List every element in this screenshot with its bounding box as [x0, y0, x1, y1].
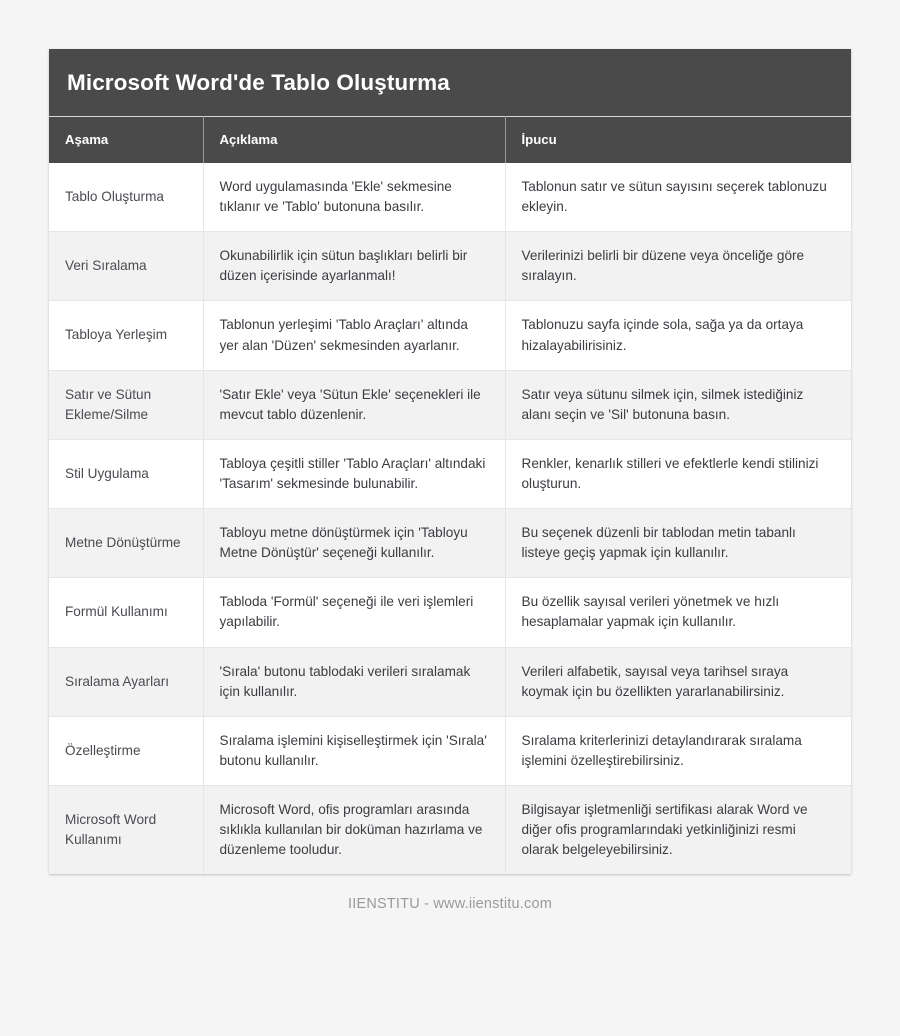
- cell-description: Tablonun yerleşimi 'Tablo Araçları' altında yer alan 'Düzen' sekmesinden ayarlanır.: [203, 301, 505, 370]
- cell-tip: Satır veya sütunu silmek için, silmek istediğiniz alanı seçin ve 'Sil' butonuna basın.: [505, 370, 851, 439]
- cell-stage: Veri Sıralama: [49, 232, 203, 301]
- cell-tip: Sıralama kriterlerinizi detaylandırarak sıralama işlemini özelleştirebilirsiniz.: [505, 716, 851, 785]
- cell-tip: Tablonuzu sayfa içinde sola, sağa ya da ortaya hizalayabilirisiniz.: [505, 301, 851, 370]
- cell-stage: Satır ve Sütun Ekleme/Silme: [49, 370, 203, 439]
- cell-tip: Bu özellik sayısal verileri yönetmek ve hızlı hesaplamalar yapmak için kullanılır.: [505, 578, 851, 647]
- table-row: [49, 509, 851, 578]
- table-row: [49, 163, 851, 232]
- table-row: [49, 370, 851, 439]
- table-row: [49, 716, 851, 785]
- table-row: [49, 578, 851, 647]
- table-row: [49, 647, 851, 716]
- cell-description: Tabloya çeşitli stiller 'Tablo Araçları' altındaki 'Tasarım' sekmesinde bulunabilir.: [203, 439, 505, 508]
- table-row: [49, 439, 851, 508]
- table-row: [49, 232, 851, 301]
- table-row: [49, 785, 851, 874]
- table-header-row: [49, 117, 851, 164]
- cell-tip: Tablonun satır ve sütun sayısını seçerek tablonuzu ekleyin.: [505, 163, 851, 232]
- cell-stage: Tablo Oluşturma: [49, 163, 203, 232]
- cell-description: 'Sırala' butonu tablodaki verileri sıralamak için kullanılır.: [203, 647, 505, 716]
- word-table-guide: [49, 49, 851, 874]
- cell-stage: Formül Kullanımı: [49, 578, 203, 647]
- cell-tip: Bu seçenek düzenli bir tablodan metin tabanlı listeye geçiş yapmak için kullanılır.: [505, 509, 851, 578]
- cell-tip: Verilerinizi belirli bir düzene veya önceliğe göre sıralayın.: [505, 232, 851, 301]
- cell-description: Tabloda 'Formül' seçeneği ile veri işlemleri yapılabilir.: [203, 578, 505, 647]
- table-row: [49, 301, 851, 370]
- column-header-description: Açıklama: [203, 117, 505, 164]
- page-title: Microsoft Word'de Tablo Oluşturma: [49, 49, 851, 116]
- table-body: [49, 163, 851, 874]
- table-header: [49, 117, 851, 164]
- cell-tip: Bilgisayar işletmenliği sertifikası alarak Word ve diğer ofis programlarındaki yetkinliğinizi resmi olarak belgeleyebilirsiniz.: [505, 785, 851, 874]
- cell-stage: Özelleştirme: [49, 716, 203, 785]
- cell-tip: Verileri alfabetik, sayısal veya tarihsel sıraya koymak için bu özellikten yararlanabilirsiniz.: [505, 647, 851, 716]
- column-header-stage: Aşama: [49, 117, 203, 164]
- cell-stage: Stil Uygulama: [49, 439, 203, 508]
- cell-description: Okunabilirlik için sütun başlıkları belirli bir düzen içerisinde ayarlanmalı!: [203, 232, 505, 301]
- footer-attribution: IIENSTITU - www.iienstitu.com: [348, 896, 552, 913]
- cell-description: 'Satır Ekle' veya 'Sütun Ekle' seçenekleri ile mevcut tablo düzenlenir.: [203, 370, 505, 439]
- cell-description: Tabloyu metne dönüştürmek için 'Tabloyu Metne Dönüştür' seçeneği kullanılır.: [203, 509, 505, 578]
- cell-stage: Sıralama Ayarları: [49, 647, 203, 716]
- table-card: [49, 49, 851, 874]
- cell-tip: Renkler, kenarlık stilleri ve efektlerle kendi stilinizi oluşturun.: [505, 439, 851, 508]
- cell-stage: Tabloya Yerleşim: [49, 301, 203, 370]
- cell-description: Sıralama işlemini kişiselleştirmek için 'Sırala' butonu kullanılır.: [203, 716, 505, 785]
- cell-description: Microsoft Word, ofis programları arasında sıklıkla kullanılan bir doküman hazırlama ve düzenleme tooludur.: [203, 785, 505, 874]
- column-header-tip: İpucu: [505, 117, 851, 164]
- cell-description: Word uygulamasında 'Ekle' sekmesine tıklanır ve 'Tablo' butonuna basılır.: [203, 163, 505, 232]
- cell-stage: Microsoft Word Kullanımı: [49, 785, 203, 874]
- cell-stage: Metne Dönüştürme: [49, 509, 203, 578]
